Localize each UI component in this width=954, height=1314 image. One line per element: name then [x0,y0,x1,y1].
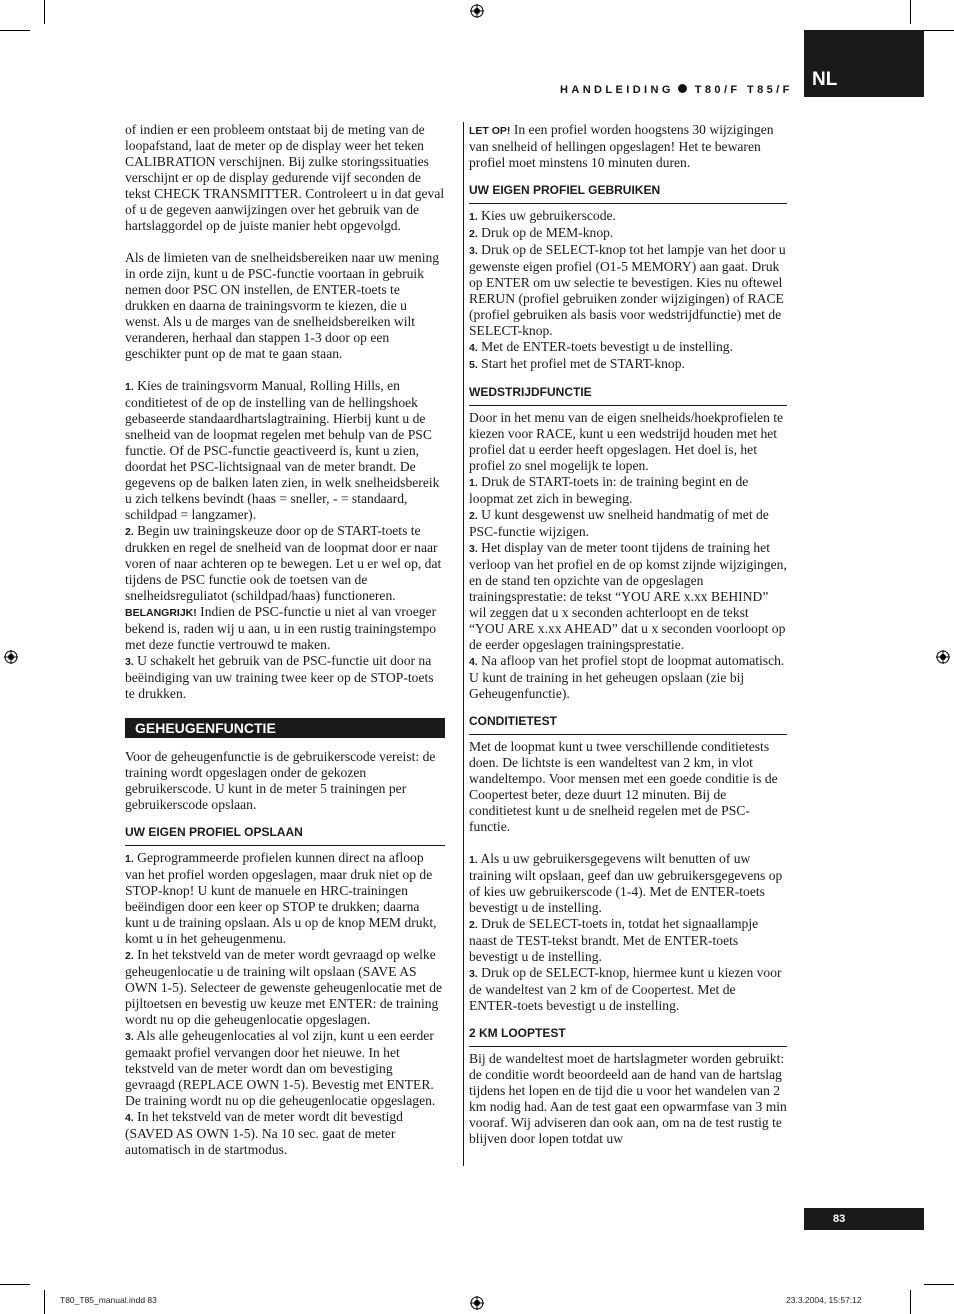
step-item: 2. U kunt desgewenst uw snelheid handmatig of met de PSC-functie wijzigen. [469,507,769,539]
crop-mark [44,0,45,24]
paragraph: of indien er een probleem ontstaat bij de meting van de loopafstand, laat de meter op de display weer het teken CALIBRATION verschijnen. Bij zulke storingssituaties verschijnt er op de display gedurende vijf seconden de tekst CHECK TRANSMITTER. Controleert u in dat geval of u de gegeven aanwijzingen over het gebruik van de hartslaggordel op de juiste manier hebt opgevolgd. [125,122,445,233]
crop-mark [910,0,911,24]
warning-note: LET OP! In een profiel worden hoogstens 30 wijzigingen van snelheid of hellingen opgeslagen! Het te bewaren profiel moet minstens 10 minuten duren. [469,122,774,170]
subsection-title: WEDSTRIJDFUNCTIE [469,385,787,406]
registration-mark-icon [470,1296,484,1310]
header-model-label: T80/F T85/F [694,84,793,96]
subsection-title: UW EIGEN PROFIEL GEBRUIKEN [469,183,787,204]
step-item: 3. U schakelt het gebruik van de PSC-functie uit door na beëindiging van uw training twee keer op de STOP-toets te drukken. [125,653,434,701]
step-item: 2. Druk op de MEM-knop. [469,225,614,240]
step-item: 2. Druk de SELECT-toets in, totdat het signaallampje naast de TEST-tekst brandt. Met de ENTER-toets bevestigt u de instelling. [469,916,759,964]
bullet-icon [678,84,687,93]
page-number: 83 [804,1208,924,1230]
language-label: NL [812,69,838,90]
important-note: BELANGRIJK! Indien de PSC-functie u niet al van vroeger bekend is, raden wij u aan, u in een rustig trainingstempo met deze functie vertrouwd te maken. [125,604,437,652]
crop-mark [0,30,30,31]
registration-mark-icon [470,4,484,18]
crop-mark [910,1290,911,1314]
crop-mark [44,1290,45,1314]
crop-mark [924,1284,954,1285]
step-item: 5. Start het profiel met de START-knop. [469,356,685,371]
paragraph: Voor de geheugenfunctie is de gebruikerscode vereist: de training wordt opgeslagen onder de gekozen gebruikerscode. U kunt in de meter 5 trainingen per gebruikerscode opslaan. [125,749,436,812]
step-item: 2. Begin uw trainingskeuze door op de START-toets te drukken en regel de snelheid van de loopmat door er naar voren of naar achteren op te bewegen. Let u er wel op, dat tijdens de PSC functie ook de toetsen van de snelheidsreguliatot (schildpad/haas) functioneren. [125,523,442,603]
step-item: 2. In het tekstveld van de meter wordt gevraagd op welke geheugenlocatie u de training wilt opslaan (SAVE AS OWN 1-5). Selecteer de gewenste geheugenlocatie met de pijltoetsen en bevestig uw keuze met ENTER: de training wordt nu op die geheugenlocatie opgeslagen. [125,947,443,1027]
step-item: 1. Kies de trainingsvorm Manual, Rolling Hills, en conditietest of de op de instelling van de hellingshoek gebaseerde standaardhartslagtraining. Hierbij kunt u de snelheid van de loopmat regelen met behulp van de PSC functie. Of de PSC-functie geactiveerd is, kunt u zien, doordat het PSC-lichtsignaal van de meter brandt. De gegevens op de balken laten zien, in welk snelheidsbereik u zich telkens bevindt (haas = sneller, - = standaard, schildpad = langzamer). [125,378,440,522]
step-list [469,208,787,373]
language-tab [804,30,924,97]
paragraph: Bij de wandeltest moet de hartslagmeter worden gebruikt: de conditie wordt beoordeeld aan de hand van de hartslag tijdens het lopen en de tijd die u voor het wandelen van 2 km nodig had. Aan de test gaat een opwarmfase van 3 min vooraf. Wij adviseren dan ook aan, om na de test rustig te blijven door lopen totdat uw [469,1051,787,1146]
step-item: 4. Met de ENTER-toets bevestigt u de instelling. [469,339,733,354]
paragraph: Met de loopmat kunt u twee verschillende conditietests doen. De lichtste is een wandeltest van 2 km, in vlot wandeltempo. Voor mensen met een goede conditie is de Coopertest beter, deze duurt 12 minuten. Bij de conditietest kunt u de snelheid regelen met de PSC-functie. [469,739,778,834]
paragraph: Door in het menu van de eigen snelheids/hoekprofielen te kiezen voor RACE, kunt u een wedstrijd houden met het profiel dat u eerder heeft opgeslagen. Het doel is, het profiel zo snel mogelijk te lopen. [469,410,784,473]
registration-mark-icon [4,650,18,664]
running-header [560,84,800,96]
section-title: GEHEUGENFUNCTIE [125,718,445,738]
header-manual-label: HANDLEIDING [560,84,674,96]
footer-timestamp: 23.3.2004, 15:57:12 [786,1295,862,1305]
step-item: 1. Als u uw gebruikersgegevens wilt benutten of uw training wilt opslaan, geef dan uw gebruikersgegevens op of kies uw gebruikerscode (1-4). Met de ENTER-toets bevestigt u de instelling. [469,851,783,915]
right-column [469,122,787,1147]
step-item: 1. Geprogrammeerde profielen kunnen direct na afloop van het profiel worden opgeslagen, maar druk niet op de STOP-knop! U kunt de manuele en HRC-trainingen beëindigen door een keer op STOP te drukken; daarna kunt u de training opslaan. Als u op de knop MEM drukt, komt u in het geheugenmenu. [125,850,437,946]
crop-mark [924,30,954,31]
step-item: 4. Na afloop van het profiel stopt de loopmat automatisch. U kunt de training in het geheugen opslaan (zie bij Geheugenfunctie). [469,653,785,701]
footer-filename: T80_T85_manual.indd 83 [60,1295,157,1305]
step-item: 4. In het tekstveld van de meter wordt dit bevestigd (SAVED AS OWN 1-5). Na 10 sec. gaat de meter automatisch in de startmodus. [125,1109,403,1157]
paragraph: Als de limieten van de snelheidsbereiken naar uw mening in orde zijn, kunt u de PSC-functie voortaan in gebruik nemen door PSC ON instellen, de ENTER-toets te drukken en daarna de trainingsvorm te kiezen, die u wenst. Als u de marges van de snelheidsbereiken wilt veranderen, herhaal dan stappen 1-3 door op een geschikter punt op de mat te gaan staan. [125,250,440,361]
step-item: 3. Het display van de meter toont tijdens de training het verloop van het profiel en de op komst zijnde wijzigingen, en de stand ten opzichte van de opgeslagen trainingsprestatie: de tekst “YOU ARE x.xx BEHIND” wil zeggen dat u x seconden achterloopt en de tekst “YOU ARE x.xx AHEAD” dat u x seconden voorloopt op de eerder opgeslagen trainingsprestatie. [469,540,787,652]
left-column [125,122,445,1158]
step-item: 3. Als alle geheugenlocaties al vol zijn, kunt u een eerder gemaakt profiel vervangen door het nieuwe. In het tekstveld van de meter wordt dan om bevestiging gevraagd (REPLACE OWN 1-5). Bevestig met ENTER. De training wordt nu op die geheugenlocatie opgeslagen. [125,1028,436,1108]
subsection-title: UW EIGEN PROFIEL OPSLAAN [125,825,445,846]
step-item: 3. Druk op de SELECT-knop, hiermee kunt u kiezen voor de wandeltest van 2 km of de Coopertest. Met de ENTER-toets bevestigt u de instelling. [469,965,782,1013]
registration-mark-icon [936,650,950,664]
step-item: 1. Kies uw gebruikerscode. [469,208,616,223]
column-divider [463,122,464,1166]
step-list [125,850,445,1158]
subsection-title: CONDITIETEST [469,714,787,735]
step-list [469,474,787,702]
crop-mark [0,1284,30,1285]
step-list [469,851,787,1014]
step-item: 3. Druk op de SELECT-knop tot het lampje van het door u gewenste eigen profiel (O1-5 MEMORY) aan gaat. Druk op ENTER om uw selectie te bevestigen. Kies nu oftewel RERUN (profiel gebruiken zonder wijzigingen) of RACE (profiel gebruiken als basis voor wedstrijdfunctie) met de SELECT-knop. [469,242,786,338]
subsection-title: 2 KM LOOPTEST [469,1026,787,1047]
step-item: 1. Druk de START-toets in: de training begint en de loopmat zet zich in beweging. [469,474,749,506]
